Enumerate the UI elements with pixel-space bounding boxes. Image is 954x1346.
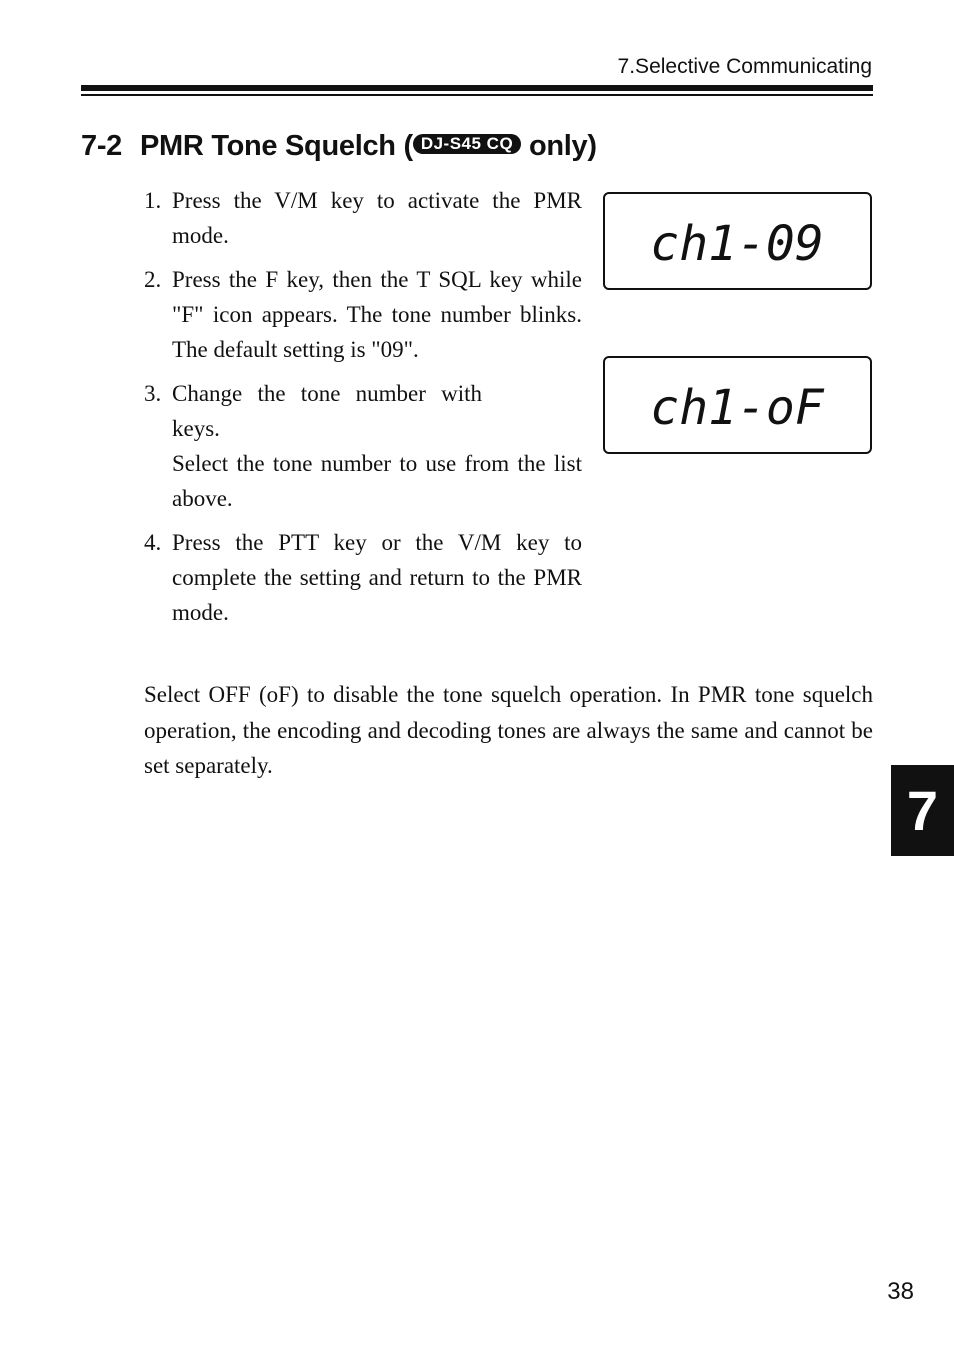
step-number: 1. (144, 188, 162, 213)
page-number: 38 (887, 1278, 914, 1305)
lcd-segment-ch1-of (605, 358, 870, 452)
lcd-display-2 (603, 356, 872, 454)
step-text: Press the V/M key to activate the PMR mode. (172, 188, 582, 248)
step-text: Change the tone number with keys. (172, 381, 482, 441)
model-badge: DJ-S45 CQ (413, 134, 521, 154)
step-text: Press the PTT key or the V/M key to complete the setting and return to the PMR mode. (172, 530, 582, 625)
section-title-text: PMR Tone Squelch ( (140, 130, 413, 162)
step-number: 4. (144, 530, 162, 555)
step-subtext: Select the tone number to use from the list above. (172, 451, 582, 511)
lcd-text: ch1-oF (650, 380, 824, 436)
note-paragraph: Select OFF (oF) to disable the tone squelch operation. In PMR tone squelch operation, the encoding and decoding tones are always the same and cannot be set separately. (144, 682, 873, 778)
section-title-suffix: only) (521, 130, 597, 162)
step-item (144, 183, 582, 253)
step-text: Press the F key, then the T SQL key while "F" icon appears. The tone number blinks. The default setting is "09". (172, 267, 582, 362)
header-rule-thin (81, 94, 873, 96)
running-header: 7.Selective Communicating (617, 55, 872, 78)
lcd-display-1 (603, 192, 872, 290)
step-item (144, 376, 582, 516)
lcd-text: ch1-09 (650, 216, 824, 272)
step-item (144, 262, 582, 367)
step-number: 3. (144, 381, 162, 406)
step-item (144, 525, 582, 630)
header-rule-thick (81, 85, 873, 91)
chapter-tab: 7 (891, 765, 954, 856)
lcd-segment-ch1-09 (605, 194, 870, 288)
section-title (81, 130, 597, 163)
section-number: 7-2 (81, 130, 123, 162)
step-list (144, 183, 582, 639)
step-number: 2. (144, 267, 162, 292)
